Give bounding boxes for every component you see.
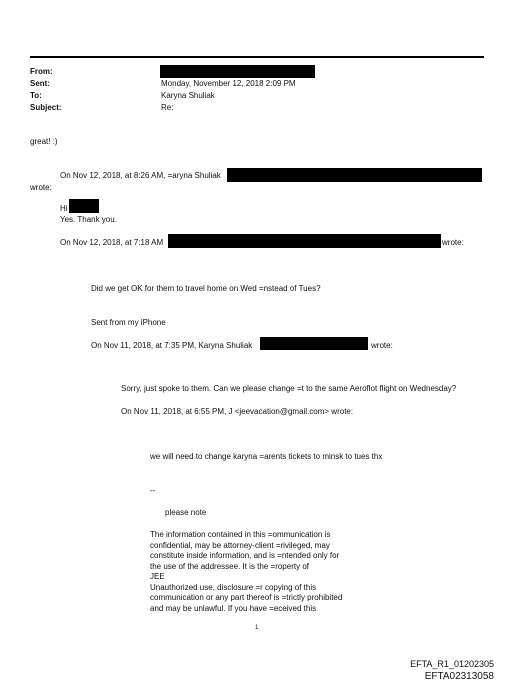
to-label: To: [30, 91, 42, 100]
footer-id-primary: EFTA_R1_01202305 [410, 659, 494, 669]
disclaimer-line: confidential, may be attorney-client =rivileged, may [150, 540, 330, 550]
from-label: From: [30, 67, 53, 76]
quote1-intro: On Nov 12, 2018, at 8:26 AM, =aryna Shuliak [60, 171, 221, 180]
header-rule [30, 56, 484, 58]
disclaimer-block [150, 530, 342, 614]
disclaimer-line: The information contained in this =ommunication is [150, 530, 331, 539]
quote1-email-redaction [227, 168, 482, 182]
quote1-wrote: wrote: [30, 183, 52, 192]
quote2-text: Did we get OK for them to travel home on Wed =nstead of Tues? [91, 284, 321, 293]
reply-text: great! :) [30, 137, 58, 146]
quote1-text: Yes. Thank you. [60, 215, 117, 224]
quote3-intro: On Nov 11, 2018, at 7:35 PM, Karyna Shuliak [91, 341, 253, 350]
quote1-name-redaction [69, 199, 99, 213]
disclaimer-line: constitute inside information, and is =ntended only for [150, 551, 340, 560]
signature-separator: -- [150, 486, 156, 495]
quote1-hi: Hi [60, 204, 68, 213]
disclaimer-line: and may be unlawful. If you have =eceived this [150, 603, 317, 613]
from-redaction [160, 65, 315, 78]
quote3-email-redaction [260, 337, 368, 350]
disclaimer-line: communication or any part thereof is =trictly prohibited [150, 593, 343, 602]
quote4-text: we will need to change karyna =arents tickets to minsk to tues thx [150, 452, 383, 461]
note-heading: please note [165, 508, 207, 517]
disclaimer-line: the use of the addressee. It is the =roperty of [150, 561, 309, 571]
quote2-wrote: wrote: [442, 238, 464, 247]
quote3-text: Sorry, just spoke to them. Can we please change =t to the same Aeroflot flight on Wednesday? [121, 384, 457, 393]
quote2-intro: On Nov 12, 2018, at 7:18 AM [60, 238, 164, 247]
page-number: 1 [255, 625, 259, 631]
sent-value: Monday, November 12, 2018 2:09 PM [161, 79, 296, 88]
to-value: Karyna Shuliak [161, 91, 215, 100]
disclaimer-line: JEE [150, 572, 165, 581]
quote3-wrote: wrote: [371, 341, 393, 350]
quote2-signature: Sent from my iPhone [91, 318, 166, 327]
disclaimer-line: Unauthorized use, disclosure =r copying of this [150, 582, 317, 592]
quote2-sender-redaction [168, 234, 441, 248]
subject-value: Re: [161, 103, 174, 112]
sent-label: Sent: [30, 79, 50, 88]
footer-id-secondary: EFTA02313058 [424, 671, 494, 682]
subject-label: Subject: [30, 103, 62, 112]
quote4-intro: On Nov 11, 2018, at 6:55 PM, J <jeevacation@gmail.com> wrote: [121, 407, 354, 416]
